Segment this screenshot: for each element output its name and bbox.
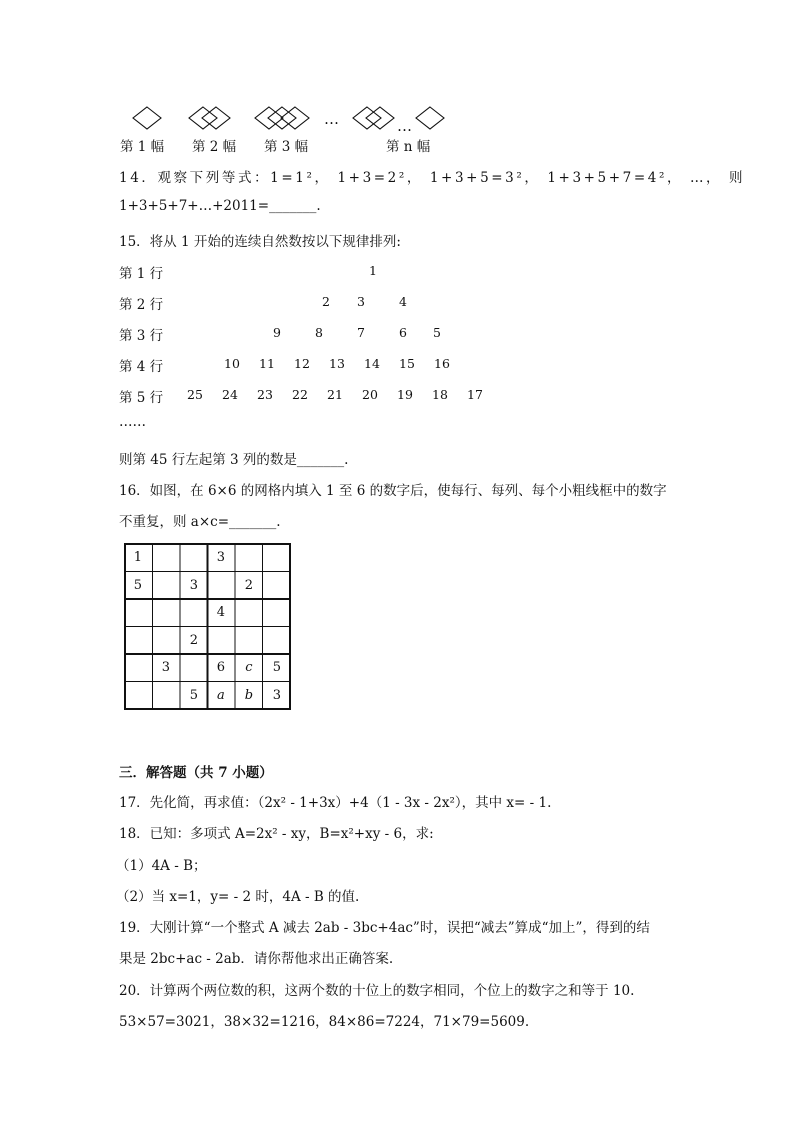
q15-row5-num: 21 <box>327 387 343 402</box>
q20-line1: 20．计算两个两位数的积，这两个数的十位上的数字相同，个位上的数字之和等于 10. <box>119 983 635 999</box>
sudoku-cell: 3 <box>272 688 282 703</box>
q15-row2-num: 3 <box>357 294 365 309</box>
q15-question: 则第 45 行左起第 3 列的数是_______. <box>119 452 349 468</box>
q15-row5-num: 18 <box>432 387 448 402</box>
q15-row4-num: 10 <box>224 356 240 371</box>
q15-row5-num: 20 <box>362 387 378 402</box>
diamond-shape <box>202 107 230 129</box>
sudoku-cell: 5 <box>189 688 199 703</box>
q15-row3-num: 6 <box>399 325 407 340</box>
caption-fig-n: 第 n 幅 <box>386 139 431 155</box>
q15-row2-label: 第 2 行 <box>119 297 164 313</box>
caption-ellipsis: … <box>324 110 339 128</box>
q18-part2: （2）当 x=1，y= - 2 时，4A - B 的值. <box>116 889 360 905</box>
caption-fig-3: 第 3 幅 <box>264 139 309 155</box>
q15-row5-num: 19 <box>397 387 413 402</box>
q15-row1-num: 1 <box>369 263 377 278</box>
diamond-shape <box>281 107 309 129</box>
section3-title: 三．解答题（共 7 小题） <box>119 765 273 781</box>
sudoku-cell: 2 <box>244 578 254 593</box>
q15-row3-num: 7 <box>357 325 365 340</box>
q15-ellipsis: …… <box>119 414 146 430</box>
q15-row1-label: 第 1 行 <box>119 266 164 282</box>
q15-row5-num: 17 <box>467 387 483 402</box>
q18-part1: （1）4A - B； <box>116 858 207 874</box>
sudoku-grid <box>124 543 291 710</box>
sudoku-cell: 2 <box>189 633 199 648</box>
caption-fig-1: 第 1 幅 <box>120 139 165 155</box>
caption-ellipsis-2: … <box>397 117 412 135</box>
caption-fig-2: 第 2 幅 <box>192 139 237 155</box>
sudoku-cell: 3 <box>216 550 226 565</box>
q15-row4-num: 15 <box>399 356 415 371</box>
q16-line1: 16．如图，在 6×6 的网格内填入 1 至 6 的数字后，使每行、每列、每个小粗线框中的数字 <box>119 483 667 499</box>
diamond-shape <box>255 107 283 129</box>
q19-line2: 果是 2bc+ac - 2ab．请你帮他求出正确答案. <box>119 951 394 967</box>
q15-row4-label: 第 4 行 <box>119 359 164 375</box>
q16-line2: 不重复，则 a×c=_______. <box>119 514 281 530</box>
sudoku-cell: 4 <box>216 605 226 620</box>
sudoku-cell: 5 <box>133 578 143 593</box>
q15-row3-num: 9 <box>273 325 281 340</box>
diamond-shape <box>268 107 296 129</box>
diamond-shape <box>133 107 161 129</box>
q15-row4-num: 13 <box>329 356 345 371</box>
q15-row3-num: 8 <box>315 325 323 340</box>
q15-row5-num: 24 <box>222 387 238 402</box>
sudoku-cell: 3 <box>161 660 171 675</box>
sudoku-cell: 3 <box>189 578 199 593</box>
diamond-shape <box>189 107 217 129</box>
q14-line1: 14．观察下列等式：1=1²， 1+3=2²， 1+3+5=3²， 1+3+5+7=4²， …， 则 <box>119 170 746 186</box>
q15-row2-num: 4 <box>399 294 407 309</box>
diamond-shape <box>416 107 444 129</box>
sudoku-cell-b: b <box>244 688 254 703</box>
q15-intro: 15．将从 1 开始的连续自然数按以下规律排列: <box>119 234 401 250</box>
q15-row4-num: 11 <box>259 356 275 371</box>
sudoku-cell-c: c <box>245 660 253 675</box>
q15-row4-num: 14 <box>364 356 380 371</box>
sudoku-cell-a: a <box>217 688 225 703</box>
q19-line1: 19．大刚计算“一个整式 A 减去 2ab - 3bc+4ac”时，误把“减去”算成“加上”，得到的结 <box>119 920 650 936</box>
q20-line2: 53×57=3021，38×32=1216，84×86=7224，71×79=5609. <box>119 1014 530 1030</box>
q15-row5-num: 23 <box>257 387 273 402</box>
q15-row2-num: 2 <box>322 294 330 309</box>
q14-line2: 1+3+5+7+…+2011=_______. <box>119 198 321 214</box>
q15-row5-num: 22 <box>292 387 308 402</box>
q15-row4-num: 16 <box>434 356 450 371</box>
q15-row5-num: 25 <box>187 387 203 402</box>
q18: 18．已知：多项式 A=2x² - xy，B=x²+xy - 6，求: <box>119 826 434 842</box>
q15-row3-num: 5 <box>433 325 441 340</box>
sudoku-cell: 6 <box>216 660 226 675</box>
sudoku-cell: 5 <box>272 660 282 675</box>
q15-row4-num: 12 <box>294 356 310 371</box>
diamond-shape <box>366 107 394 129</box>
sudoku-cell: 1 <box>133 550 143 565</box>
diamond-shape <box>353 107 381 129</box>
q15-row5-label: 第 5 行 <box>119 390 164 406</box>
q17: 17．先化简，再求值：（2x² - 1+3x）+4（1 - 3x - 2x²），其中 x= - 1. <box>119 795 552 811</box>
q15-row3-label: 第 3 行 <box>119 328 164 344</box>
